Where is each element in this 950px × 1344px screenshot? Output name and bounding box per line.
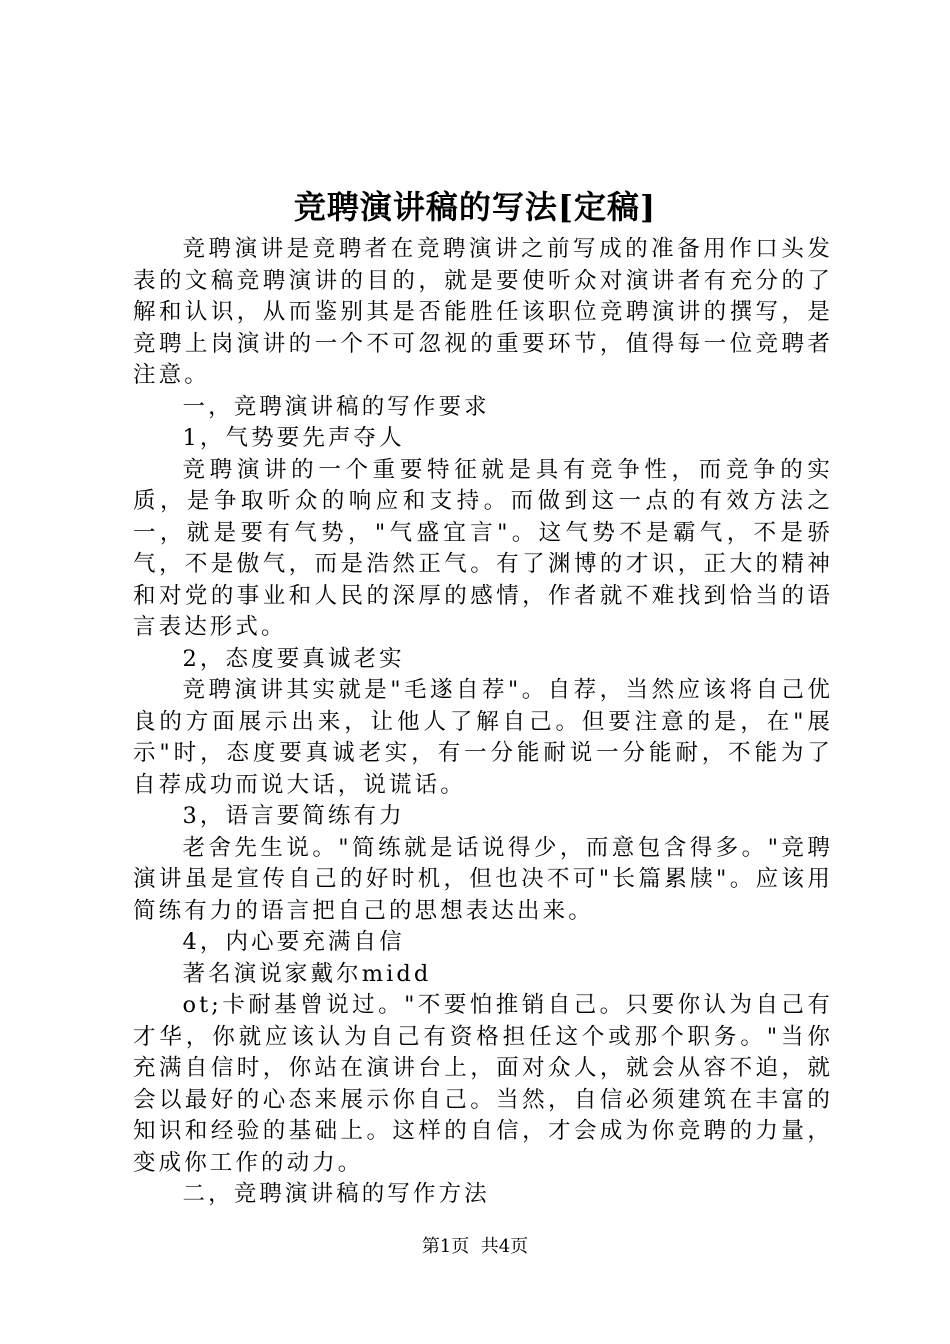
paragraph-sincerity: 竞聘演讲其实就是"毛遂自荐"。自荐，当然应该将自己优良的方面展示出来，让他人了解自己。但要注意的是，在"展示"时，态度要真诚老实，有一分能耐说一分能耐，不能为了自荐成功而说大话，说谎话。 xyxy=(133,677,833,798)
section-heading-requirements: 一，竞聘演讲稿的写作要求 xyxy=(182,393,490,420)
paragraph-concise-language: 老舍先生说。"简练就是话说得少，而意包含得多。"竞聘演讲虽是宣传自己的好时机，但也决不可"长篇累牍"。应该用简练有力的语言把自己的思想表达出来。 xyxy=(133,834,833,924)
paragraph-confidence-start: 著名演说家戴尔midd xyxy=(182,960,432,987)
subheading-sincerity: 2，态度要真诚老实 xyxy=(182,645,405,672)
subheading-confidence: 4，内心要充满自信 xyxy=(182,929,405,955)
paragraph-momentum: 竞聘演讲的一个重要特征就是具有竞争性，而竞争的实质，是争取听众的响应和支持。而做到这一点的有效方法之一，就是要有气势，"气盛宜言"。这气势不是霸气，不是骄气，不是傲气，而是浩然正气。有了渊博的才识，正大的精神和对党的事业和人民的深厚的感情，作者就不难找到恰当的语言表达形式。 xyxy=(133,456,833,640)
document-body xyxy=(133,234,833,1211)
total-pages: 共4页 xyxy=(480,1236,529,1257)
subheading-concise-language: 3，语言要简练有力 xyxy=(182,803,405,829)
paragraph-intro: 竞聘演讲是竞聘者在竞聘演讲之前写成的准备用作口头发表的文稿竞聘演讲的目的，就是要使听众对演讲者有充分的了解和认识，从而鉴别其是否能胜任该职位竞聘演讲的撰写，是竞聘上岗演讲的一个不可忽视的重要环节，值得每一位竞聘者注意。 xyxy=(133,236,833,388)
page-footer xyxy=(0,1234,950,1260)
section-heading-methods: 二，竞聘演讲稿的写作方法 xyxy=(182,1181,490,1207)
page-number: 第1页 xyxy=(421,1236,470,1257)
document-title: 竞聘演讲稿的写法[定稿] xyxy=(293,188,657,226)
paragraph-confidence: ot;卡耐基曾说过。"不要怕推销自己。只要你认为自己有才华，你就应该认为自己有资格担任这个或那个职务。"当你充满自信时，你站在演讲台上，面对众人，就会从容不迫，就会以最好的心态来展示你自己。当然，自信必须建筑在丰富的知识和经验的基础上。这样的自信，才会成为你竞聘的力量，变成你工作的动力。 xyxy=(133,992,833,1176)
subheading-momentum: 1，气势要先声夺人 xyxy=(182,425,405,451)
